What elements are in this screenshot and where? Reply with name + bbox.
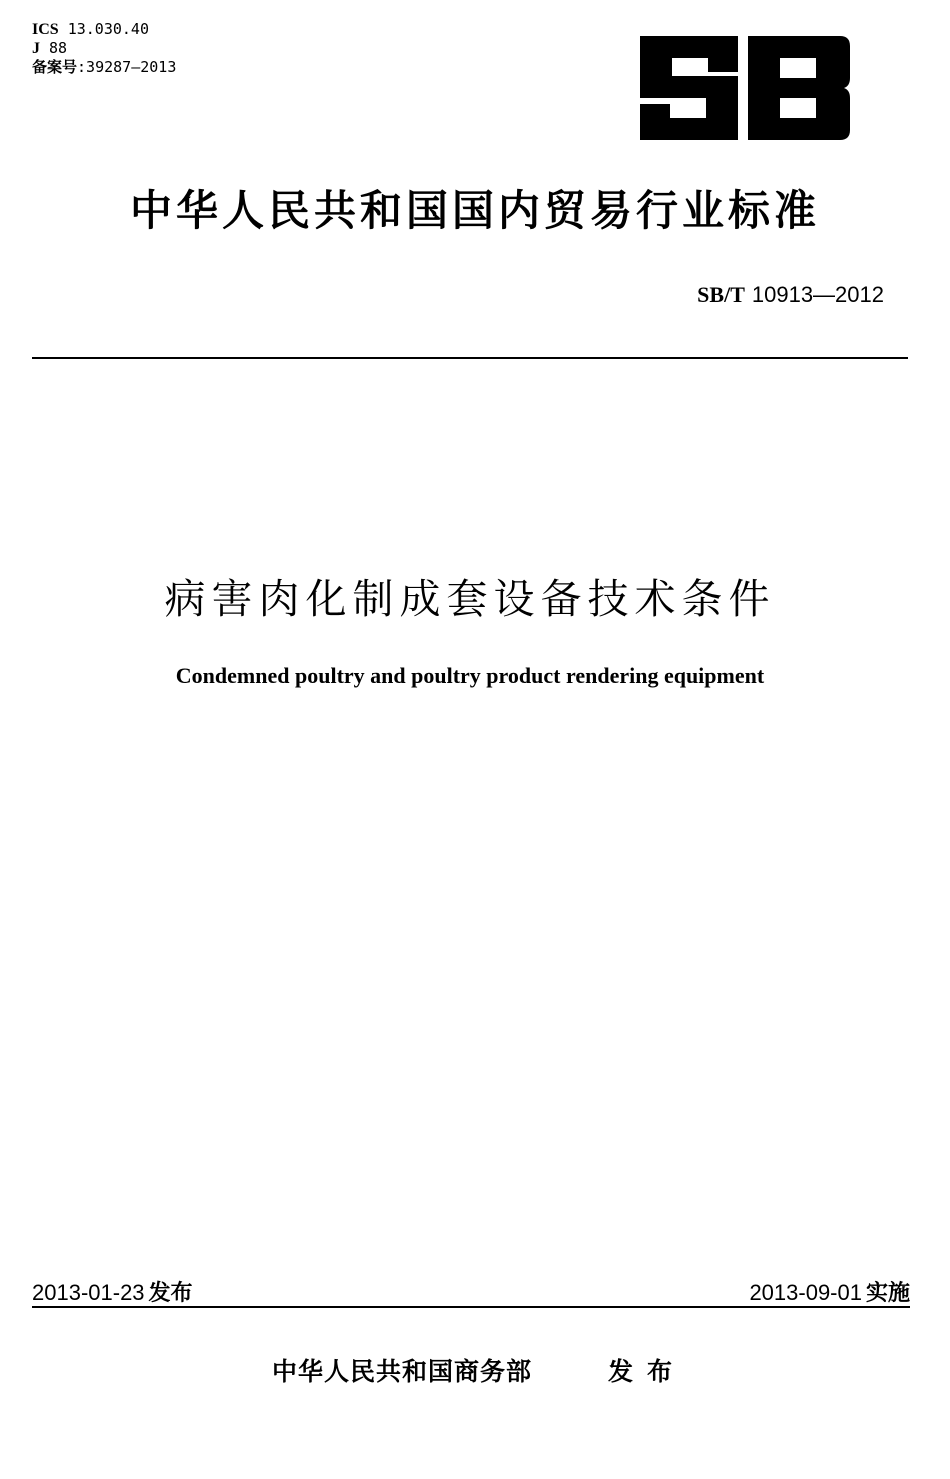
standard-number (697, 282, 884, 308)
effective-date-value: 2013-09-01 (749, 1280, 862, 1305)
ccs-label: J (32, 40, 40, 57)
issuer-name: 中华人民共和国商务部 (272, 1357, 533, 1386)
sb-logo-b (748, 36, 850, 140)
document-title-cn: 病害肉化制成套设备技术条件 (164, 575, 776, 623)
issue-date (32, 1276, 193, 1307)
sb-logo-s (640, 36, 738, 140)
standard-prefix: SB/T (697, 282, 745, 307)
issue-date-value: 2013-01-23 (32, 1280, 145, 1305)
effective-date-word: 实施 (865, 1281, 910, 1306)
ics-label: ICS (32, 21, 59, 38)
ccs-line (32, 39, 176, 58)
authority-title: 中华人民共和国国内贸易行业标准 (129, 186, 820, 235)
classification-block (32, 20, 176, 77)
top-divider (32, 357, 908, 359)
ics-line (32, 20, 176, 39)
document-title-en: Condemned poultry and poultry product rendering equipment (175, 663, 765, 688)
filing-label: 备案号 (32, 58, 78, 76)
bottom-divider (32, 1306, 910, 1308)
filing-value: :39287—2013 (77, 58, 177, 76)
sb-logo (640, 36, 850, 140)
issue-date-word: 发布 (148, 1281, 193, 1306)
ics-value: 13.030.40 (67, 20, 149, 38)
standard-code: 10913—2012 (751, 282, 884, 307)
effective-date (749, 1276, 910, 1307)
ccs-value: 88 (49, 39, 68, 57)
filing-line (32, 58, 176, 77)
issuer-action: 发布 (608, 1357, 687, 1386)
